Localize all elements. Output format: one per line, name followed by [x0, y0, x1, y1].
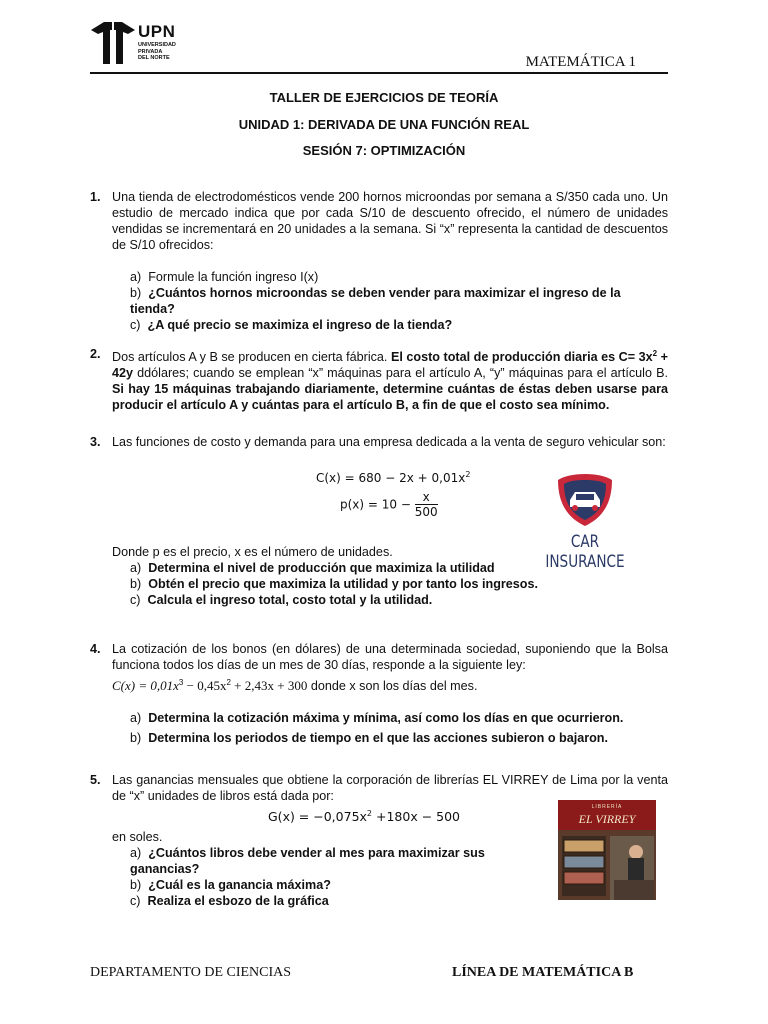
- logo-text: UPN: [138, 22, 176, 41]
- exercise-4-item-a: a) Determina la cotización máxima y mínima, así como los días en que ocurrieron.: [130, 711, 624, 726]
- page-title: TALLER DE EJERCICIOS DE TEORÍA: [269, 90, 499, 105]
- virrey-sign-top: LIBRERÍA: [591, 804, 623, 810]
- exercise-5-item-a: a) ¿Cuántos libros debe vender al mes para maximizar sus ganancias?: [130, 846, 485, 876]
- exercise-1-stem: Una tienda de electrodomésticos vende 200 hornos microondas por semana a S/350 cada uno. Un estudio de mercado indica que por cada S/10 de descuento ofrecido, el número de unidades vendidas se incrementará en 20 unidades a la semana. Si “x” representa la cantidad de descuentos de S/10 ofrecidos:: [112, 190, 668, 252]
- exercise-3-stem: Las funciones de costo y demanda para una empresa dedicada a la venta de seguro vehicular son:: [112, 435, 666, 449]
- logo-subtext: UNIVERSIDAD PRIVADA DEL NORTE: [138, 42, 176, 61]
- demand-equation: p(x) = 10 − $\frac{x}{500}$: [340, 490, 438, 519]
- exercise-1-item-c: c) ¿A qué precio se maximiza el ingreso de la tienda?: [130, 318, 453, 332]
- session-title: SESIÓN 7: OPTIMIZACIÓN: [302, 143, 466, 158]
- exercise-4-stem: La cotización de los bonos (en dólares) de una determinada sociedad, suponiendo que la Bolsa funciona todos los días de un mes de 30 días, responde a la siguiente ley:: [112, 642, 668, 672]
- cost-equation: $C(x) = 680 - 2x + 0,01x^2$: [316, 470, 471, 485]
- car-insurance-caption: CAR INSURANCE: [545, 532, 625, 572]
- exercise-4-number: 4.: [90, 642, 101, 656]
- exercise-5-number: 5.: [90, 773, 101, 787]
- exercise-3-item-a: a) Determina el nivel de producción que maximiza la utilidad: [130, 561, 495, 575]
- exercise-2-text: Dos artículos A y B se producen en cierta fábrica. El costo total de producción diaria es $C= 3x^2 + 42y$ ddólares; cuando se emplean “x” máquinas para el artículo A, “y” máquinas para el artículo B. Si hay 15 máquinas trabajando diariamente, determine cuántas de éstas deben usarse para producir el artículo A y cuántas para el artículo B, a fin de que el costo sea mínimo.: [112, 349, 668, 413]
- exercise-4: [90, 641, 668, 746]
- exercise-5-item-c: c) Realiza el esbozo de la gráfica: [130, 894, 329, 908]
- exercise-3-number: 3.: [90, 435, 101, 449]
- exercise-3-item-b: b) Obtén el precio que maximiza la utilidad y por tanto los ingresos.: [130, 577, 538, 591]
- header-rule: [90, 72, 668, 74]
- exercise-5-item-b: b) ¿Cuál es la ganancia máxima?: [130, 878, 331, 892]
- exercise-3-note: Donde p es el precio, x es el número de unidades.: [112, 545, 393, 559]
- el-virrey-bookstore-photo: [558, 800, 656, 900]
- exercise-1-number: 1.: [90, 190, 101, 204]
- upn-logo: [90, 22, 220, 66]
- footer-department: DEPARTAMENTO DE CIENCIAS: [90, 965, 292, 980]
- exercise-1-item-b: b) ¿Cuántos hornos microondas se deben vender para maximizar el ingreso de la tienda?: [130, 286, 621, 316]
- exercise-1: [90, 189, 668, 333]
- exercise-4-item-b: b) Determina los periodos de tiempo en el que las acciones subieron o bajaron.: [130, 731, 608, 746]
- exercise-1-item-a: a) Formule la función ingreso I(x): [130, 270, 319, 284]
- exercise-2-number: 2.: [90, 347, 101, 361]
- exercise-3-item-c: c) Calcula el ingreso total, costo total y la utilidad.: [130, 593, 433, 607]
- footer-line: LÍNEA DE MATEMÁTICA B: [452, 965, 634, 980]
- car-shield-icon: [526, 470, 644, 530]
- exercise-2: [90, 346, 668, 413]
- unit-title: UNIDAD 1: DERIVADA DE UNA FUNCIÓN REAL: [238, 117, 530, 132]
- exercise-5-note: en soles.: [112, 830, 163, 844]
- exercise-3-body: [112, 544, 552, 608]
- profit-equation: $G(x) = -0,075x^2 +180x - 500$: [268, 809, 460, 825]
- exercise-5-body: [112, 829, 552, 909]
- exercise-5-stem: Las ganancias mensuales que obtiene la corporación de librerías EL VIRREY de Lima por la venta de “x” unidades de libros está dada por:: [112, 773, 668, 803]
- exercise-3: [90, 434, 668, 450]
- virrey-sign: EL VIRREY: [578, 812, 636, 826]
- exercise-4-formula: $C(x) = 0,01x^3 - 0,45x^2 + 2,43x + 300$ donde x son los días del mes.: [112, 678, 478, 694]
- header-subject: MATEMÁTICA 1: [525, 54, 636, 70]
